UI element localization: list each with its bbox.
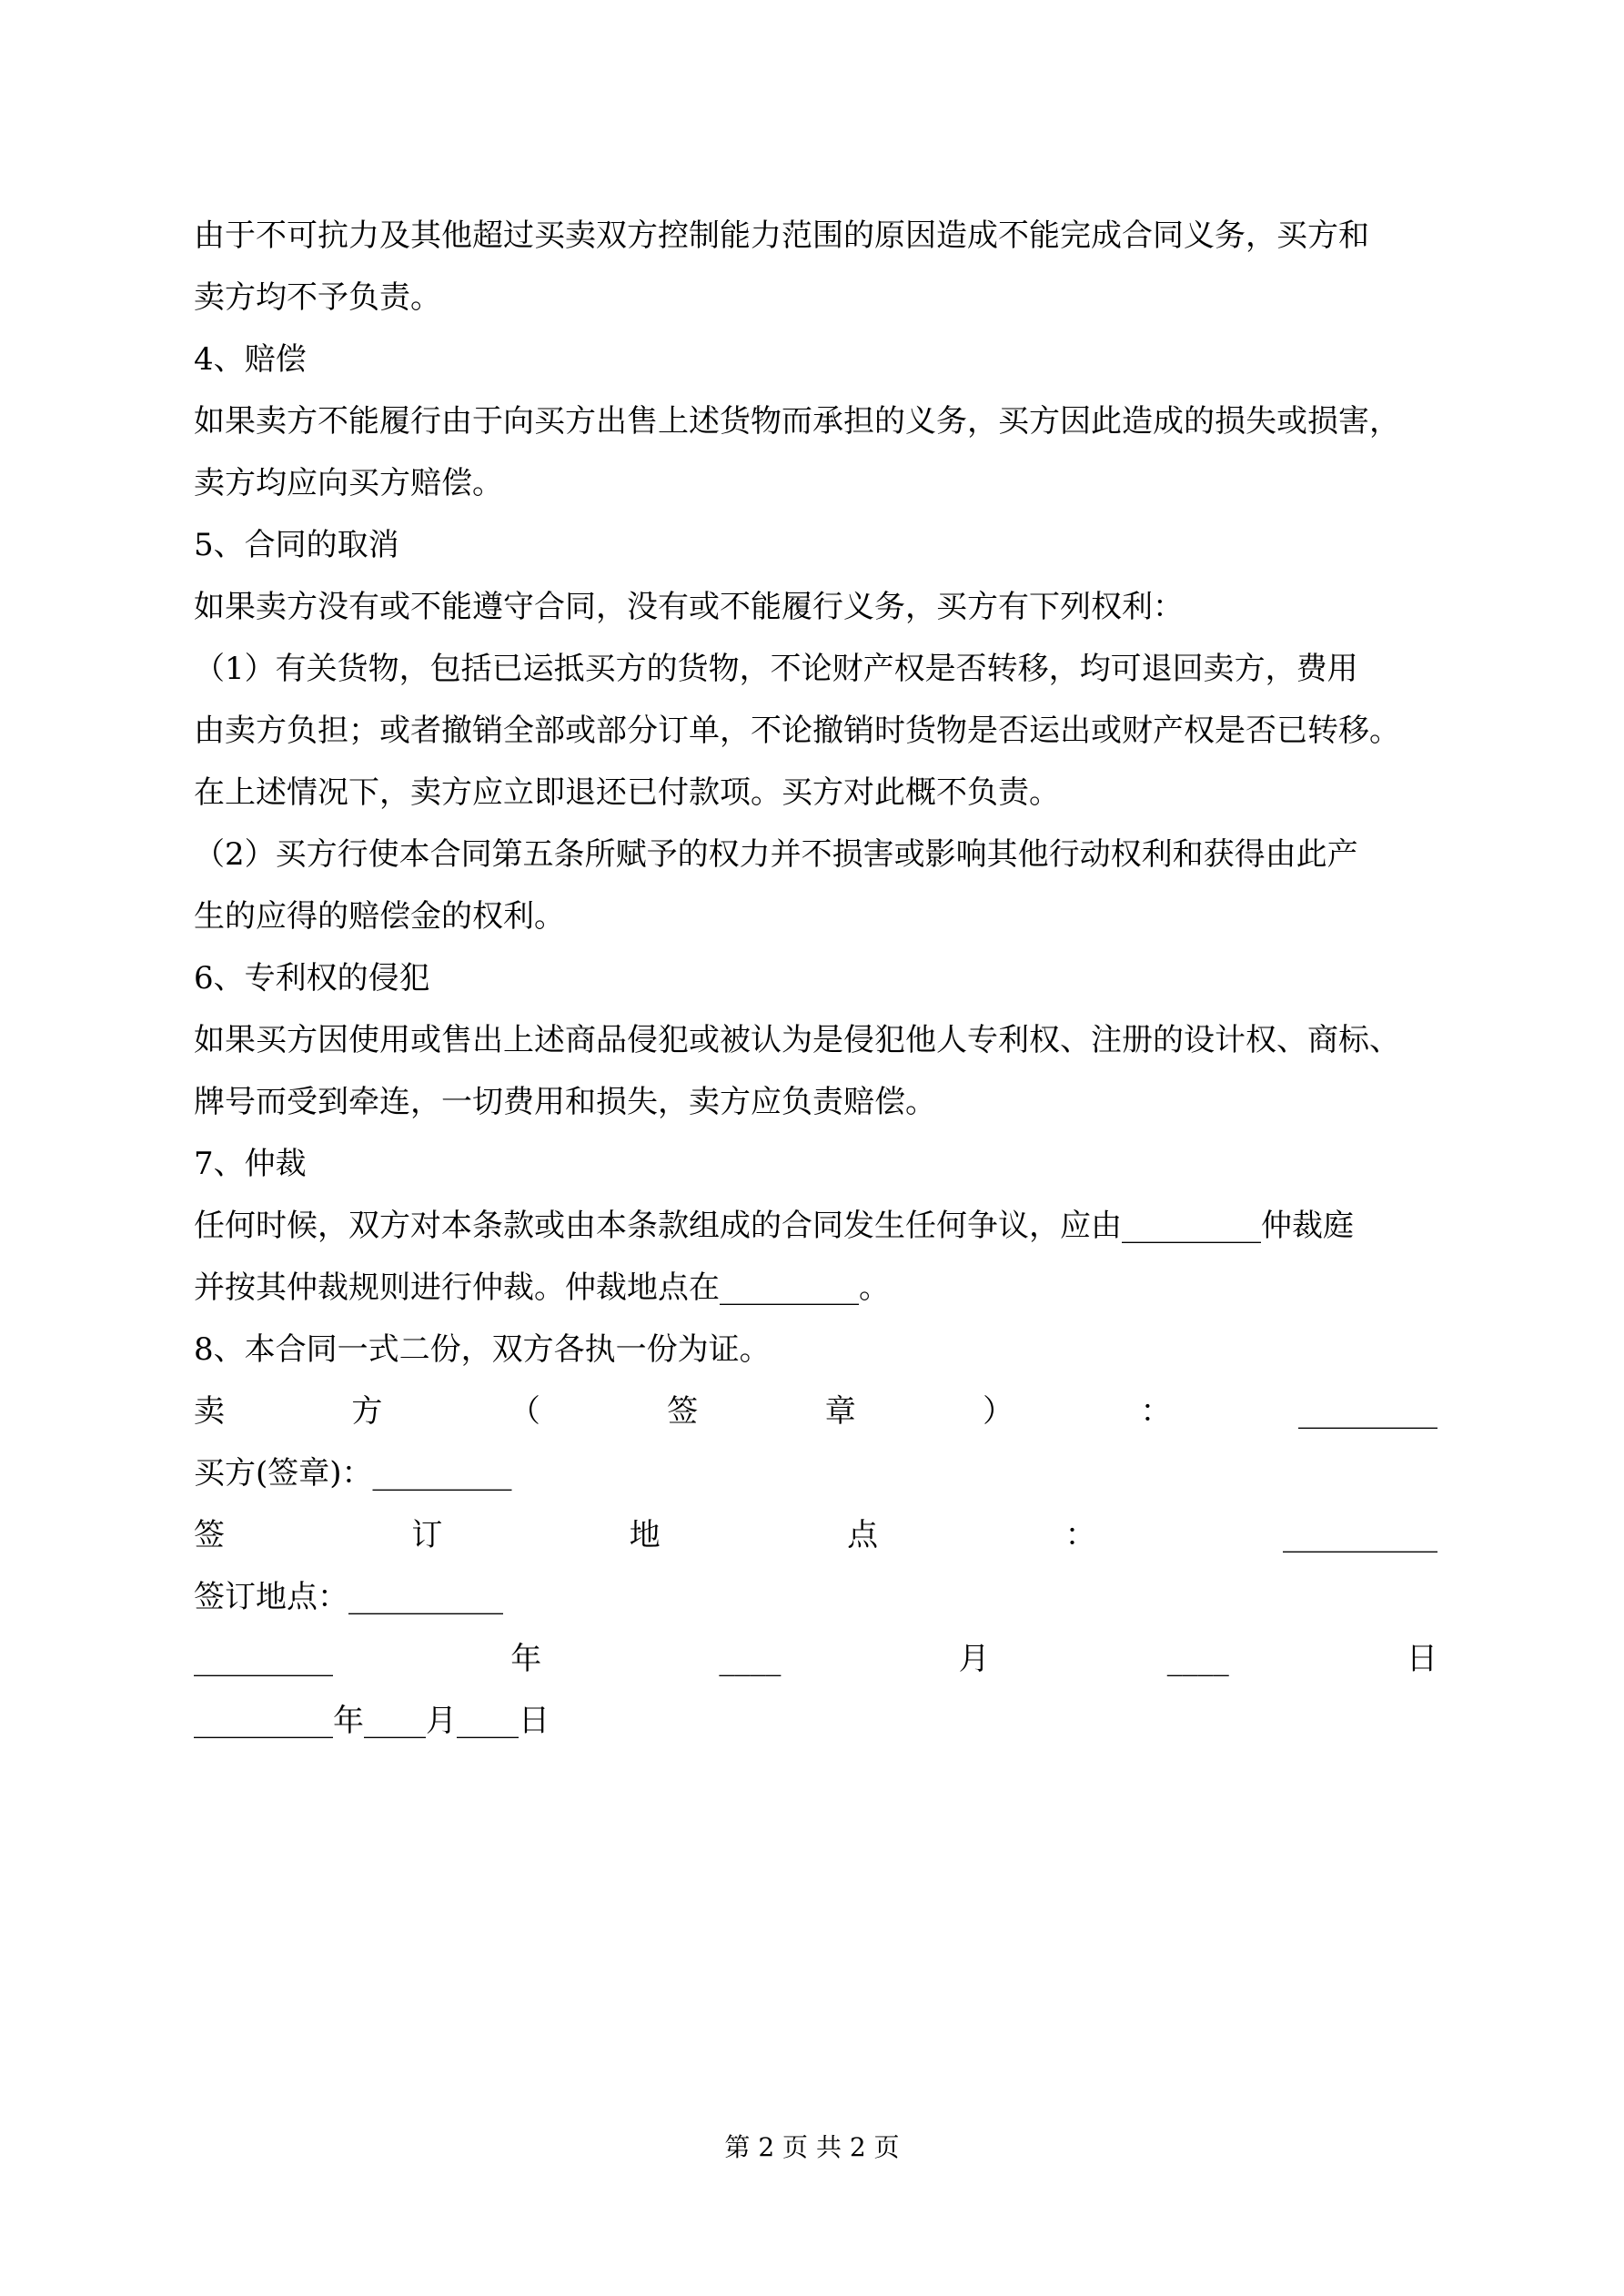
clause-text-line: 生的应得的赔偿金的权利。 (194, 898, 565, 935)
seller-signature-char: 签 (667, 1393, 699, 1430)
signing-place-char: 地 (629, 1517, 661, 1553)
seller-signature-char: ： (1140, 1393, 1172, 1430)
clause-text-line: 任何时候，双方对本条款或由本条款组成的合同发生任何争议，应由_________仲裁庭 (194, 1208, 1354, 1244)
signing-place-char: 订 (411, 1517, 443, 1553)
page-footer: 第 2 页 共 2 页 (724, 2132, 900, 2162)
clause-text-line: 并按其仲裁规则进行仲裁。仲裁地点在_________。 (194, 1269, 890, 1306)
signing-place-row (194, 1504, 1437, 1566)
seller-signature-char: 卖 (194, 1393, 225, 1430)
clause-text-line: 在上述情况下，卖方应立即退还已付款项。买方对此概不负责。 (194, 774, 1060, 811)
buyer-signature-line: 买方(签章)：_________ (194, 1455, 512, 1492)
signing-place-char: 点 (847, 1517, 879, 1553)
section-heading-copies: 8、本合同一式二份，双方各执一份为证。 (194, 1331, 771, 1368)
section-heading-compensation: 4、赔偿 (194, 341, 307, 378)
section-heading-arbitration: 7、仲裁 (194, 1146, 307, 1182)
clause-text-line: （2）买方行使本合同第五条所赋予的权力并不损害或影响其他行动权利和获得由此产 (194, 836, 1358, 873)
clause-text-line: 牌号而受到牵连，一切费用和损失，卖方应负责赔偿。 (194, 1084, 936, 1120)
seller-signature-blank: _________ (1297, 1393, 1437, 1430)
date-month-blank: ____ (719, 1641, 782, 1677)
seller-signature-row (194, 1381, 1437, 1442)
section-heading-patent: 6、专利权的侵犯 (194, 960, 430, 996)
section-heading-cancellation: 5、合同的取消 (194, 527, 399, 563)
clause-text-line: 如果卖方不能履行由于向买方出售上述货物而承担的义务，买方因此造成的损失或损害， (194, 403, 1400, 440)
seller-signature-char: （ (509, 1393, 540, 1430)
signing-date-line: _________年____月____日 (194, 1703, 550, 1739)
date-year-char: 年 (510, 1641, 542, 1677)
date-month-char: 月 (958, 1641, 990, 1677)
clause-text-line: 如果卖方没有或不能遵守合同，没有或不能履行义务，买方有下列权利： (194, 589, 1184, 625)
date-day-blank: ____ (1166, 1641, 1229, 1677)
date-year-blank: _________ (194, 1641, 333, 1677)
signing-date-row (194, 1628, 1437, 1690)
clause-text-line: 如果买方因使用或售出上述商品侵犯或被认为是侵犯他人专利权、注册的设计权、商标、 (194, 1022, 1400, 1058)
clause-text-line: 由卖方负担；或者撤销全部或部分订单，不论撤销时货物是否运出或财产权是否已转移。 (194, 713, 1400, 749)
clause-text-line: 卖方均应向买方赔偿。 (194, 465, 503, 501)
signing-place-char: ： (1064, 1517, 1096, 1553)
signing-place-char: 签 (194, 1517, 225, 1553)
clause-text-line: 卖方均不予负责。 (194, 279, 441, 316)
clause-text-line: （1）有关货物，包括已运抵买方的货物，不论财产权是否转移，均可退回卖方，费用 (194, 651, 1358, 687)
signing-place-line: 签订地点：__________ (194, 1579, 503, 1615)
seller-signature-char: ） (983, 1393, 1014, 1430)
clause-text-line: 由于不可抗力及其他超过买卖双方控制能力范围的原因造成不能完成合同义务，买方和 (194, 217, 1369, 254)
signing-place-blank: __________ (1282, 1517, 1437, 1553)
seller-signature-char: 章 (824, 1393, 856, 1430)
contract-page-body (194, 205, 1437, 1752)
date-day-char: 日 (1406, 1641, 1437, 1677)
seller-signature-char: 方 (351, 1393, 383, 1430)
